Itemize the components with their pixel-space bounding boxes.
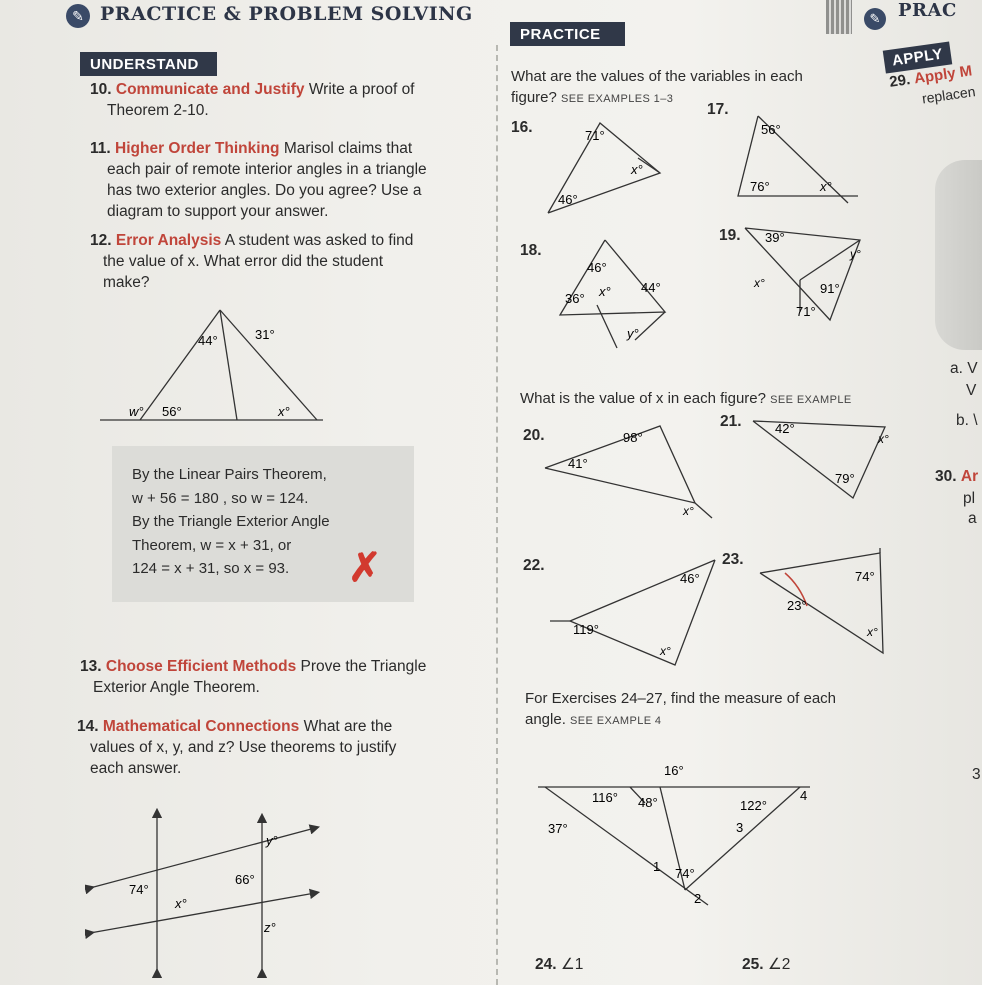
angle-76-label: 76° — [750, 179, 770, 194]
example-ref: SEE EXAMPLES 1–3 — [561, 93, 674, 105]
exercise-25 — [742, 954, 790, 975]
angle-16-label: 16° — [664, 763, 684, 778]
angles-24-27-figure — [530, 755, 820, 915]
exercise-21-number: 21. — [720, 413, 742, 430]
angle-44-label: 44° — [641, 280, 661, 295]
angle-56-label: 56° — [761, 122, 781, 137]
question-text: For Exercises 24–27, find the measure of each — [525, 690, 837, 707]
practice-question-2 — [520, 388, 890, 411]
exercise-heading: Mathematical Connections — [102, 718, 300, 735]
work-line: By the Triangle Exterior Angle — [132, 513, 330, 530]
error-analysis-triangle — [95, 305, 330, 430]
exercise-19-number: 19. — [719, 227, 741, 244]
exercise-23-number: 23. — [722, 551, 744, 568]
exercise-20-number: 20. — [523, 427, 545, 444]
angle-x-label: x° — [754, 276, 765, 290]
exercise-text: What are the — [303, 718, 393, 735]
exercise-30-text: a — [968, 510, 977, 527]
angle-66-label: 66° — [235, 872, 255, 887]
angle-116-label: 116° — [592, 790, 618, 805]
work-line: By the Linear Pairs Theorem, — [132, 466, 327, 483]
angle-x-label: x° — [660, 644, 671, 658]
exercise-number: 24. — [535, 956, 557, 973]
exercise-12 — [90, 230, 490, 293]
angle-x-label: x° — [820, 179, 832, 194]
angle-37-label: 37° — [548, 821, 568, 836]
angle-36-label: 36° — [565, 291, 585, 306]
exercise-18-number: 18. — [520, 242, 542, 259]
exercise-text: Exterior Angle Theorem. — [93, 679, 260, 696]
exercise-text: Write a proof of — [308, 81, 415, 98]
exercise-heading: Apply M — [913, 62, 974, 88]
exercise-11 — [90, 138, 490, 222]
exercise-text: Marisol claims that — [283, 140, 413, 157]
exercise-21-triangle — [745, 413, 895, 513]
pencil-icon-right: ✎ — [864, 8, 886, 30]
exercise-heading: Communicate and Justify — [115, 81, 305, 98]
exercise-17-triangle — [728, 108, 863, 208]
angle-44-label: 44° — [198, 333, 218, 348]
angle-3-label: 3 — [736, 820, 744, 835]
exercise-10 — [90, 79, 490, 121]
angle-41-label: 41° — [568, 456, 588, 471]
angle-48-label: 48° — [638, 795, 658, 810]
exercise-number: 11. — [90, 140, 111, 157]
error-x-mark: ✗ — [348, 546, 382, 590]
exercise-number: 12. — [90, 232, 112, 249]
angle-46-label: 46° — [587, 260, 607, 275]
exercise-text: each pair of remote interior angles in a triangle — [107, 161, 427, 178]
understand-tag: UNDERSTAND — [80, 52, 217, 76]
angle-1-label: 1 — [653, 859, 661, 874]
practice-tag: PRACTICE — [510, 22, 625, 46]
angle-91-label: 91° — [820, 281, 840, 296]
angle-x-label: x° — [175, 896, 187, 911]
section-title: PRACTICE & PROBLEM SOLVING — [100, 3, 473, 25]
work-line: Theorem, w = x + 31, or — [132, 536, 292, 554]
angle-z-label: z° — [264, 920, 276, 935]
angle-46-label: 46° — [558, 192, 578, 207]
qr-code-icon — [826, 0, 852, 34]
example-ref: SEE EXAMPLE 4 — [570, 715, 662, 727]
exercise-number: 10. — [90, 81, 112, 98]
parallel-lines-figure — [85, 808, 320, 978]
angle-56-label: 56° — [162, 404, 182, 419]
angle-23-label: 23° — [787, 598, 807, 613]
exercise-22-triangle — [545, 555, 720, 675]
exercise-13 — [80, 656, 500, 698]
angle-y-label: y° — [266, 833, 278, 848]
page-curl — [935, 160, 982, 350]
exercise-30-text: pl — [963, 490, 976, 507]
column-divider — [496, 45, 498, 985]
angle-y-label: y° — [627, 326, 639, 341]
angle-71-label: 71° — [796, 304, 816, 319]
angle-x-label: x° — [683, 504, 694, 518]
angle-4-label: 4 — [800, 788, 808, 803]
exercise-number: 30. — [935, 468, 957, 485]
angle-74-label: 74° — [129, 882, 149, 897]
question-text: angle. — [525, 711, 566, 728]
question-text: What is the value of x in each figure? — [520, 390, 766, 407]
exercise-24 — [535, 954, 583, 975]
angle-42-label: 42° — [775, 421, 795, 436]
exercise-19-figure — [740, 220, 880, 335]
example-ref: SEE EXAMPLE — [770, 394, 852, 406]
work-line: w + 56 = 180 , so w = 124. — [132, 489, 309, 507]
exercise-text: each answer. — [90, 760, 182, 777]
exercise-heading: Error Analysis — [115, 232, 222, 249]
exercise-number: 13. — [80, 658, 102, 675]
angle-2-label: 2 — [694, 891, 702, 906]
angle-74-label: 74° — [675, 866, 695, 881]
exercise-text: the value of x. What error did the student — [103, 253, 384, 270]
exercise-heading: Higher Order Thinking — [115, 140, 280, 157]
angle-y-label: y° — [850, 247, 861, 261]
exercise-heading: Choose Efficient Methods — [105, 658, 297, 675]
exercise-20-triangle — [540, 418, 720, 528]
exercise-text: make? — [103, 274, 150, 291]
exercise-number: 14. — [77, 718, 99, 735]
exercise-text: replacen — [920, 83, 977, 107]
right-section-title: PRAC — [898, 0, 957, 21]
exercise-17-number: 17. — [707, 101, 729, 118]
exercise-heading: Ar — [960, 468, 979, 485]
angle-x-label: x° — [867, 625, 878, 639]
angle-x-label: x° — [278, 404, 290, 419]
part-b: b. \ — [956, 412, 978, 429]
angle-x-label: x° — [878, 432, 889, 446]
exercise-23-triangle — [755, 548, 890, 658]
exercise-22-number: 22. — [523, 557, 545, 574]
student-work — [132, 463, 330, 581]
angle-74-label: 74° — [855, 569, 875, 584]
exercise-text: has two exterior angles. Do you agree? Use a — [107, 182, 422, 199]
practice-question-1 — [511, 66, 851, 110]
part-a: a. V — [950, 360, 978, 377]
apply-tag: APPLY — [883, 41, 953, 73]
exercise-text: Prove the Triangle — [300, 658, 427, 675]
angle-x-label: x° — [631, 162, 643, 177]
pencil-icon: ✎ — [66, 4, 90, 28]
angle-98-label: 98° — [623, 430, 643, 445]
edge-number: 3 — [972, 766, 981, 783]
exercise-number: 25. — [742, 956, 764, 973]
exercise-text: ∠1 — [560, 956, 584, 973]
angle-31-label: 31° — [255, 327, 275, 342]
exercise-18-figure — [555, 230, 680, 355]
angle-x-label: x° — [599, 284, 611, 299]
question-text: What are the values of the variables in each — [511, 68, 803, 85]
angle-122-label: 122° — [740, 798, 767, 813]
part-a-cont: V — [966, 382, 977, 399]
angle-46-label: 46° — [680, 571, 700, 586]
practice-question-3 — [525, 688, 905, 732]
work-line: 124 = x + 31, so x = 93. — [132, 560, 290, 577]
exercise-16-number: 16. — [511, 119, 533, 136]
exercise-text: Theorem 2-10. — [107, 102, 209, 119]
exercise-text: A student was asked to find — [224, 232, 414, 249]
exercise-14 — [77, 716, 497, 779]
angle-39-label: 39° — [765, 230, 785, 245]
exercise-text: values of x, y, and z? Use theorems to justify — [90, 739, 397, 756]
exercise-number: 29. — [888, 71, 912, 91]
exercise-30 — [935, 466, 978, 487]
angle-w-label: w° — [129, 404, 144, 419]
exercise-text: ∠2 — [767, 956, 791, 973]
angle-71-label: 71° — [585, 128, 605, 143]
angle-119-label: 119° — [573, 622, 599, 637]
question-text: figure? — [511, 89, 557, 106]
exercise-16-triangle — [540, 118, 665, 218]
exercise-text: diagram to support your answer. — [107, 203, 329, 220]
angle-79-label: 79° — [835, 471, 855, 486]
